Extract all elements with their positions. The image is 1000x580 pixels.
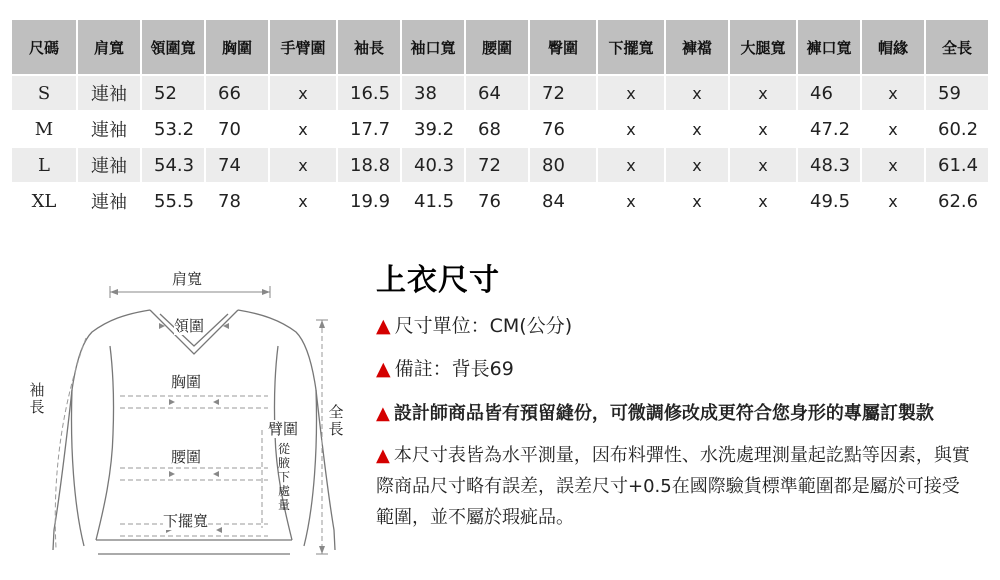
- sweater-outline-drawing: [0, 258, 360, 580]
- table-cell: 59: [926, 76, 988, 110]
- collar-label: 領圍: [174, 317, 205, 335]
- column-header: 褲襠: [666, 20, 728, 74]
- table-cell: x: [270, 184, 336, 218]
- table-cell: 17.7: [338, 112, 400, 146]
- size-info-panel: [376, 255, 976, 533]
- table-cell: 18.8: [338, 148, 400, 182]
- table-cell: 80: [530, 148, 596, 182]
- table-cell: x: [598, 184, 664, 218]
- table-cell: 68: [466, 112, 528, 146]
- table-cell: 52: [142, 76, 204, 110]
- red-triangle-icon: ▲: [376, 315, 391, 337]
- table-cell: 62.6: [926, 184, 988, 218]
- table-cell: 54.3: [142, 148, 204, 182]
- column-header: 帽緣: [862, 20, 924, 74]
- size-cell: L: [12, 148, 76, 182]
- table-cell: x: [598, 148, 664, 182]
- column-header: 肩寬: [78, 20, 140, 74]
- table-cell: x: [270, 76, 336, 110]
- table-cell: x: [666, 112, 728, 146]
- table-cell: 16.5: [338, 76, 400, 110]
- table-cell: x: [666, 76, 728, 110]
- table-cell: 53.2: [142, 112, 204, 146]
- table-cell: 48.3: [798, 148, 860, 182]
- table-body: [12, 76, 988, 218]
- table-cell: x: [730, 148, 796, 182]
- table-cell: 78: [206, 184, 268, 218]
- size-table: [10, 18, 990, 220]
- red-triangle-icon: ▲: [376, 445, 390, 466]
- table-cell: 連袖: [78, 76, 140, 110]
- table-cell: 84: [530, 184, 596, 218]
- table-cell: x: [666, 148, 728, 182]
- table-cell: 61.4: [926, 148, 988, 182]
- shoulder-width-label: 肩寬: [172, 270, 203, 288]
- info-title: 上衣尺寸: [376, 263, 500, 298]
- table-cell: 76: [530, 112, 596, 146]
- table-cell: 40.3: [402, 148, 464, 182]
- table-cell: 66: [206, 76, 268, 110]
- remark-note: [376, 354, 976, 381]
- measurement-text: 本尺寸表皆為水平測量，因布料彈性、水洗處理測量起訖點等因素，與實際商品尺寸略有誤差，誤差尺寸+0.5在國際驗貨標準範圍都是屬於可接受範圍，並不屬於瑕疵品。: [376, 445, 970, 528]
- table-cell: 連袖: [78, 112, 140, 146]
- column-header: 腰圍: [466, 20, 528, 74]
- table-cell: x: [862, 184, 924, 218]
- measurement-note: [376, 440, 976, 533]
- column-header: 胸圍: [206, 20, 268, 74]
- unit-text: 尺寸單位：CM(公分): [394, 315, 573, 337]
- table-cell: x: [862, 112, 924, 146]
- column-header: 領圍寬: [142, 20, 204, 74]
- arm-circumference-label: 臂圍: [268, 420, 299, 438]
- table-cell: 19.9: [338, 184, 400, 218]
- garment-diagram: [0, 258, 360, 580]
- size-cell: M: [12, 112, 76, 146]
- column-header: 臀圍: [530, 20, 596, 74]
- red-triangle-icon: ▲: [376, 358, 391, 380]
- table-cell: x: [270, 112, 336, 146]
- unit-note: [376, 311, 976, 338]
- table-cell: 47.2: [798, 112, 860, 146]
- column-header: 手臂圍: [270, 20, 336, 74]
- column-header: 袖長: [338, 20, 400, 74]
- chest-label: 胸圍: [171, 373, 202, 391]
- table-row: [12, 184, 988, 218]
- waist-label: 腰圍: [171, 448, 202, 466]
- column-header: 下擺寬: [598, 20, 664, 74]
- table-cell: 74: [206, 148, 268, 182]
- table-cell: x: [730, 76, 796, 110]
- table-cell: 46: [798, 76, 860, 110]
- table-cell: x: [666, 184, 728, 218]
- header-row: [12, 20, 988, 74]
- table-cell: x: [598, 76, 664, 110]
- table-cell: x: [862, 76, 924, 110]
- column-header: 大腿寬: [730, 20, 796, 74]
- table-cell: x: [730, 184, 796, 218]
- table-row: [12, 76, 988, 110]
- table-cell: x: [730, 112, 796, 146]
- table-cell: x: [598, 112, 664, 146]
- table-cell: 41.5: [402, 184, 464, 218]
- table-cell: 70: [206, 112, 268, 146]
- table-cell: 72: [466, 148, 528, 182]
- table-cell: 連袖: [78, 148, 140, 182]
- table-row: [12, 112, 988, 146]
- table-cell: 60.2: [926, 112, 988, 146]
- arm-measure-note: 從腋下處量: [278, 442, 291, 512]
- hem-width-label: 下擺寬: [163, 512, 209, 530]
- designer-text: 設計師商品皆有預留縫份，可微調修改成更符合您身形的專屬訂製款: [393, 403, 934, 424]
- table-cell: x: [862, 148, 924, 182]
- table-cell: 連袖: [78, 184, 140, 218]
- remark-text: 備註：背長69: [394, 358, 514, 380]
- column-header: 袖口寬: [402, 20, 464, 74]
- table-row: [12, 148, 988, 182]
- full-length-label: 全長: [328, 403, 344, 438]
- table-cell: 49.5: [798, 184, 860, 218]
- column-header: 全長: [926, 20, 988, 74]
- designer-note: [376, 399, 976, 428]
- table-cell: x: [270, 148, 336, 182]
- size-cell: S: [12, 76, 76, 110]
- column-header: 尺碼: [12, 20, 76, 74]
- column-header: 褲口寬: [798, 20, 860, 74]
- table-cell: 76: [466, 184, 528, 218]
- table-cell: 38: [402, 76, 464, 110]
- table-cell: 64: [466, 76, 528, 110]
- size-cell: XL: [12, 184, 76, 218]
- sleeve-length-label: 袖長: [29, 381, 45, 416]
- table-cell: 72: [530, 76, 596, 110]
- red-triangle-icon: ▲: [376, 403, 390, 424]
- table-cell: 39.2: [402, 112, 464, 146]
- table-cell: 55.5: [142, 184, 204, 218]
